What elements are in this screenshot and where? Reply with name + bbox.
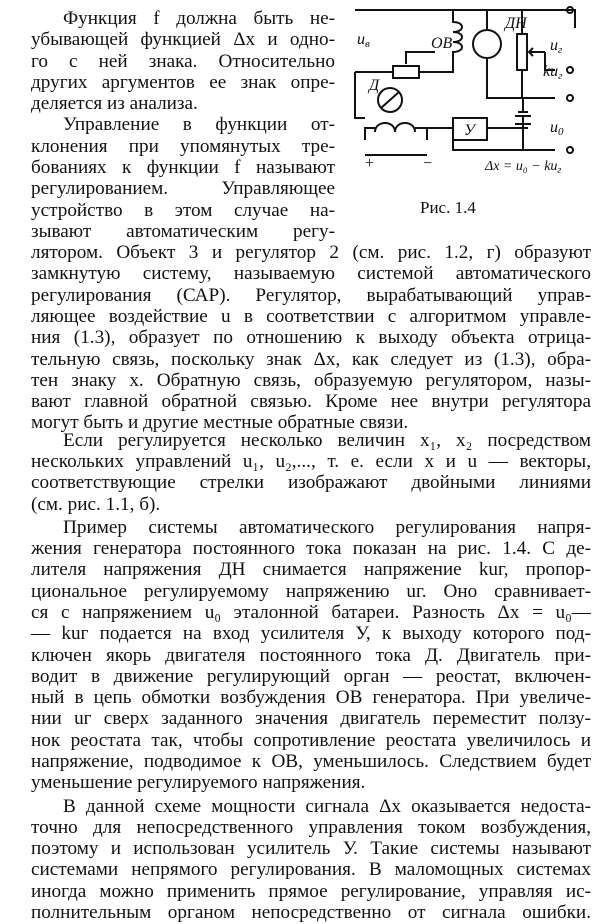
text-line: убывающей функцией Δx и одно- xyxy=(31,29,335,51)
label-ov: ОВ xyxy=(431,35,453,52)
text-line: замкнутую систему, называемую системой автоматического xyxy=(31,263,591,285)
text-line: ключен якорь двигателя постоянного тока Д. Двигатель при- xyxy=(31,644,591,666)
text-line: деляется из анализа. xyxy=(31,93,198,115)
text-line: соответствующие стрелки изображают двойными линиями xyxy=(31,472,591,494)
label-equation: $\Delta x = u_0 - ku_г$ xyxy=(485,159,562,176)
wire-top xyxy=(355,10,575,28)
text-line: системами непрямого регулирования. В маломощных системах xyxy=(31,859,591,881)
text-line: полнительным органом непосредственно от сигнала ошибки. xyxy=(31,902,591,923)
label-y: У xyxy=(464,122,475,139)
text-line: го с ней знака. Относительно xyxy=(31,50,335,72)
text-line: напряжение, подводимое к ОВ, уменьшилось. Следствием будет xyxy=(31,751,591,772)
text-line: регулирования (САР). Регулятор, вырабатывающий управ- xyxy=(31,284,591,306)
text-line: регулированием. Управляющее xyxy=(31,178,335,200)
generator-icon xyxy=(473,30,501,58)
text-line: лителя напряжения ДН снимается напряжение kuг, пропор- xyxy=(31,559,591,581)
text-line: точно для непосредственного управления током возбуждения, xyxy=(31,816,591,838)
text-line: могут быть и другие местные обратные связи. xyxy=(31,412,409,434)
label-minus: − xyxy=(423,155,433,172)
label-u-0: u0 xyxy=(550,119,564,138)
text-line: устройство в этом случае на- xyxy=(31,199,335,221)
figure-1-4 xyxy=(335,0,600,220)
text-line: тен знаку x. Обратную связь, образуемую регулятором, назы- xyxy=(31,369,591,391)
text-line: Функция f должна быть не- xyxy=(63,8,335,29)
text-line: Пример системы автоматического регулирования напря- xyxy=(63,516,591,538)
text-line: циональное регулируемому напряжению uг. Оно сравнивает- xyxy=(31,580,591,602)
divider-resistor-icon xyxy=(517,34,527,70)
text-line: поэтому и использован усилитель У. Такие системы называют xyxy=(31,838,591,860)
figure-caption: Рис. 1.4 xyxy=(420,198,476,217)
text-line: других аргументов ее знак опре- xyxy=(31,71,335,93)
label-dn: ДН xyxy=(505,15,527,32)
ov-coil-icon xyxy=(453,10,462,62)
circuit-diagram xyxy=(335,0,600,220)
text-line: нок реостата так, чтобы сопротивление реостата увеличилось и xyxy=(31,729,591,751)
text-line: — kuг подается на вход усилителя У, к выходу которого под- xyxy=(31,623,591,645)
text-line: иногда можно применить прямое регулирование, управляя ис- xyxy=(31,880,591,902)
text-line: водит в движение регулирующий орган — реостат, включен- xyxy=(31,665,591,687)
label-k-u-g: kuг xyxy=(543,63,563,82)
label-plus: + xyxy=(365,155,375,172)
text-line: тельную связь, поскольку знак Δx, как следует из (1.3), обра- xyxy=(31,348,591,370)
text-line: ляющее воздействие u в соответствии с алгоритмом управле- xyxy=(31,306,591,327)
text-line: нескольких управлений u₁, u₂,..., т. е. если x и u — векторы, xyxy=(31,451,591,472)
text-line: вают главной обратной связью. Кроме нее внутри регулятора xyxy=(31,391,591,413)
text-line: В данной схеме мощности сигнала Δx оказывается недоста- xyxy=(63,795,591,817)
rheostat-icon xyxy=(393,66,419,78)
text-line: клонения при упомянутых тре- xyxy=(31,135,335,157)
label-d: Д xyxy=(369,77,380,94)
text-line: ния (1.3), образует по отношению к выходу объекта отрица- xyxy=(31,327,591,349)
motor-windings-icon xyxy=(375,123,415,132)
label-u-v: uв xyxy=(357,31,370,50)
text-line: ся с напряжением u₀ эталонной батареи. Разность Δx = u₀— xyxy=(31,602,591,623)
text-line: (см. рис. 1.1, б). xyxy=(31,493,161,515)
text-line: зывают автоматическим регу- xyxy=(31,220,335,242)
text-line: Управление в функции от- xyxy=(63,114,335,136)
text-line: нии uг сверх заданного значения двигатель переместит ползу- xyxy=(31,708,591,730)
label-u-g: uг xyxy=(550,37,563,56)
text-line: жения генератора постоянного тока показан на рис. 1.4. С де- xyxy=(31,538,591,560)
text-line: лятором. Объект 3 и регулятор 2 (см. рис. 1.2, г) образуют xyxy=(31,242,591,264)
text-line: бованиях к функции f называют xyxy=(31,157,335,178)
text-line: уменьшение регулируемого напряжения. xyxy=(31,772,366,794)
text-line: ный в цепь обмотки возбуждения ОВ генератора. При увеличе- xyxy=(31,687,591,709)
text-line: Если регулируется несколько величин x₁, x₂ посредством xyxy=(63,429,591,451)
